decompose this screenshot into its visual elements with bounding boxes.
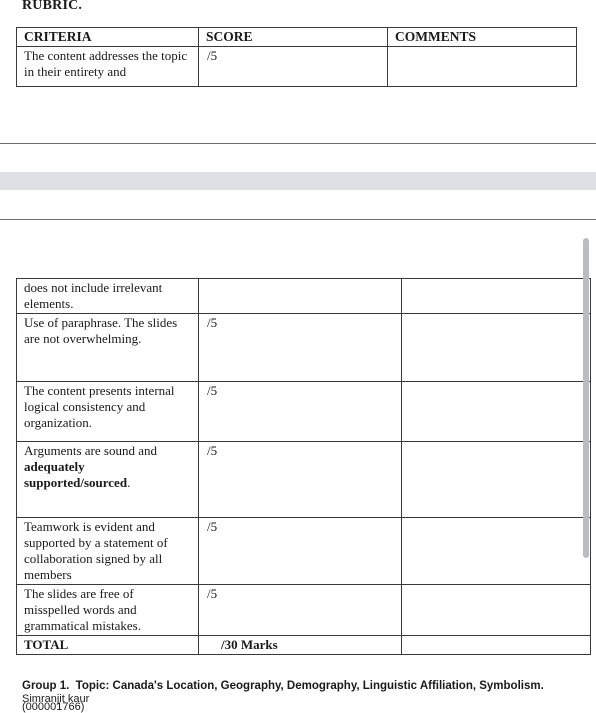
table-row bbox=[17, 585, 591, 636]
member-line-partial: Simranjit kaur (000001766) bbox=[22, 693, 90, 713]
criteria-cell: The slides are free of misspelled words and grammatical mistakes. bbox=[17, 585, 199, 636]
comments-cell bbox=[388, 47, 577, 87]
header-score: SCORE bbox=[199, 28, 388, 47]
total-label: TOTAL bbox=[17, 636, 199, 655]
criteria-text: . bbox=[127, 475, 131, 490]
rubric-heading: RUBRIC. bbox=[22, 0, 83, 13]
score-cell: /5 bbox=[199, 382, 402, 442]
criteria-cell: The content presents internal logical consistency and organization. bbox=[17, 382, 199, 442]
criteria-cell: Use of paraphrase. The slides are not overwhelming. bbox=[17, 314, 199, 382]
page-bottom-rule bbox=[0, 143, 596, 144]
header-comments: COMMENTS bbox=[388, 28, 577, 47]
criteria-cell: does not include irrelevant elements. bbox=[17, 279, 199, 314]
criteria-cell bbox=[17, 442, 199, 518]
rubric-table-page1 bbox=[16, 27, 577, 87]
score-cell: /5 bbox=[199, 442, 402, 518]
criteria-text: Arguments are sound and bbox=[24, 443, 157, 458]
table-row bbox=[17, 47, 577, 87]
score-cell: /5 bbox=[199, 518, 402, 585]
total-row bbox=[17, 636, 591, 655]
comments-cell bbox=[402, 382, 591, 442]
page-gap bbox=[0, 172, 596, 190]
table-row bbox=[17, 314, 591, 382]
topic-text: Topic: Canada's Location, Geography, Demography, Linguistic Affiliation, Symbolism. bbox=[75, 680, 544, 692]
scrollbar-thumb[interactable] bbox=[583, 238, 589, 558]
criteria-cell: Teamwork is evident and supported by a statement of collaboration signed by all members bbox=[17, 518, 199, 585]
score-cell bbox=[199, 279, 402, 314]
total-comments bbox=[402, 636, 591, 655]
comments-cell bbox=[402, 585, 591, 636]
comments-cell bbox=[402, 314, 591, 382]
score-cell: /5 bbox=[199, 585, 402, 636]
criteria-cell: The content addresses the topic in their entirety and bbox=[17, 47, 199, 87]
total-score: /30 Marks bbox=[199, 636, 402, 655]
table-row bbox=[17, 442, 591, 518]
score-cell: /5 bbox=[199, 314, 402, 382]
table-row bbox=[17, 382, 591, 442]
criteria-emphasis: adequately supported/sourced bbox=[24, 459, 128, 490]
table-row bbox=[17, 518, 591, 585]
header-criteria: CRITERIA bbox=[17, 28, 199, 47]
score-cell: /5 bbox=[199, 47, 388, 87]
page-top-rule bbox=[0, 219, 596, 220]
rubric-table-page2 bbox=[16, 278, 591, 655]
comments-cell bbox=[402, 518, 591, 585]
group-topic-line bbox=[22, 680, 544, 692]
table-header-row bbox=[17, 28, 577, 47]
comments-cell bbox=[402, 442, 591, 518]
table-row bbox=[17, 279, 591, 314]
group-label: Group 1. bbox=[22, 680, 70, 692]
comments-cell bbox=[402, 279, 591, 314]
